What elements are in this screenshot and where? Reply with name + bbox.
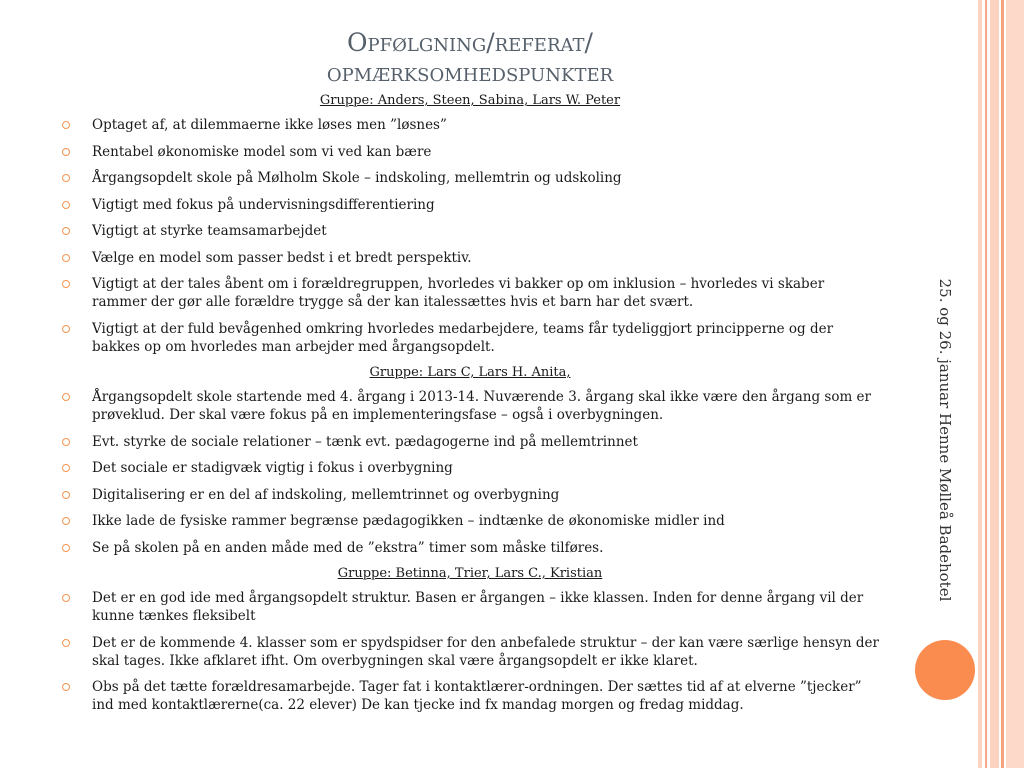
stripe — [985, 0, 987, 768]
list-item — [60, 433, 880, 451]
list-item — [60, 116, 880, 134]
list-item-text: Evt. styrke de sociale relationer – tænk evt. pædagogerne ind på mellemtrinnet — [92, 433, 638, 450]
list-item-text: Vigtigt at der fuld bevågenhed omkring hvorledes medarbejdere, teams får tydeliggjort principperne og der bakkes op om hvorledes man arbejder med årgangsopdelt. — [92, 320, 834, 355]
sidebar-date-location: 25. og 26. januar Henne Mølleå Badehotel — [936, 278, 954, 602]
group-section — [60, 565, 880, 714]
stripe — [1001, 0, 1004, 768]
bullet-circle-icon — [62, 325, 70, 333]
bullet-circle-icon — [62, 491, 70, 499]
decorative-stripes — [978, 0, 1024, 768]
bullet-circle-icon — [62, 517, 70, 525]
bullet-circle-icon — [62, 280, 70, 288]
list-item — [60, 222, 880, 240]
bullet-circle-icon — [62, 438, 70, 446]
list-item-text: Det er en god ide med årgangsopdelt struktur. Basen er årgangen – ikke klassen. Inden for denne årgang vil der kunne tænkes fleksibelt — [92, 590, 864, 624]
list-item-text: Digitalisering er en del af indskoling, mellemtrinnet og overbygning — [92, 486, 560, 503]
list-item-text: Rentabel økonomiske model som vi ved kan bære — [92, 143, 432, 160]
list-item-text: Det sociale er stadigvæk vigtig i fokus i overbygning — [92, 460, 453, 476]
bullet-circle-icon — [62, 464, 70, 472]
group-section — [60, 364, 880, 557]
list-item — [60, 486, 880, 504]
list-item — [60, 275, 880, 311]
list-item-text: Ikke lade de fysiske rammer begrænse pædagogikken – indtænke de økonomiske midler ind — [92, 513, 725, 529]
list-item-text: Se på skolen på en anden måde med de ”ekstra” timer som måske tilføres. — [92, 539, 604, 556]
group-heading: Gruppe: Betinna, Trier, Lars C., Kristian — [337, 566, 603, 581]
list-item — [60, 512, 880, 530]
list-item — [60, 589, 880, 625]
list-item-text: Årgangsopdelt skole startende med 4. årgang i 2013-14. Nuværende 3. årgang skal ikke være den årgang som er prøveklud. Der skal være fokus på en implementeringsfase – også i overbygningen. — [92, 389, 871, 423]
list-item — [60, 634, 880, 670]
list-item — [60, 169, 880, 187]
bullet-circle-icon — [62, 393, 70, 401]
bullet-circle-icon — [62, 544, 70, 552]
list-item-text: Vigtigt at styrke teamsamarbejdet — [92, 223, 327, 239]
list-item — [60, 459, 880, 477]
group-heading: Gruppe: Anders, Steen, Sabina, Lars W. Peter — [319, 93, 621, 108]
list-item — [60, 678, 880, 714]
list-item-text: Vigtigt at der tales åbent om i forældregruppen, hvorledes vi bakker op om inklusion – hvorledes vi skaber rammer der gør alle forældre trygge så der kan italessættes hvis et barn har det svært. — [92, 276, 825, 310]
bullet-circle-icon — [62, 683, 70, 691]
list-item — [60, 196, 880, 214]
slide-title-line-2: opmærksomhedspunkter — [326, 58, 614, 87]
decorative-circle — [915, 640, 975, 700]
bullet-circle-icon — [62, 254, 70, 262]
list-item — [60, 249, 880, 267]
group-heading: Gruppe: Lars C, Lars H. Anita, — [369, 365, 571, 380]
bullet-circle-icon — [62, 594, 70, 602]
bullet-circle-icon — [62, 227, 70, 235]
list-item — [60, 388, 880, 424]
bullet-circle-icon — [62, 174, 70, 182]
bullet-circle-icon — [62, 148, 70, 156]
group-section — [60, 92, 880, 356]
list-item — [60, 539, 880, 557]
stripe — [978, 0, 982, 768]
list-item-text: Det er de kommende 4. klasser som er spydspidser for den anbefalede struktur – der kan være særlige hensyn der skal tages. Ikke afklaret ifht. Om overbygningen skal være årgangsopdelt er ikke klaret. — [92, 634, 879, 669]
list-item — [60, 143, 880, 161]
bullet-circle-icon — [62, 639, 70, 647]
slide-title-line-1: Opfølgning/referat/ — [347, 28, 593, 57]
bullet-circle-icon — [62, 121, 70, 129]
list-item-text: Årgangsopdelt skole på Mølholm Skole – indskoling, mellemtrin og udskoling — [92, 170, 622, 186]
list-item — [60, 320, 880, 356]
list-item-text: Vælge en model som passer bedst i et bredt perspektiv. — [92, 249, 472, 266]
stripe — [1006, 0, 1024, 768]
list-item-text: Vigtigt med fokus på undervisningsdifferentiering — [92, 196, 435, 213]
stripe — [990, 0, 999, 768]
bullet-circle-icon — [62, 201, 70, 209]
slide-content — [60, 92, 880, 723]
slide-title — [130, 28, 810, 88]
list-item-text: Optaget af, at dilemmaerne ikke løses men ”løsnes” — [92, 117, 447, 133]
list-item-text: Obs på det tætte forældresamarbejde. Tager fat i kontaktlærer-ordningen. Der sættes tid af at elverne ”tjecker” ind med kontaktlærerne(ca. 22 elever) De kan tjecke ind fx mandag morgen og fredag middag. — [92, 679, 862, 713]
